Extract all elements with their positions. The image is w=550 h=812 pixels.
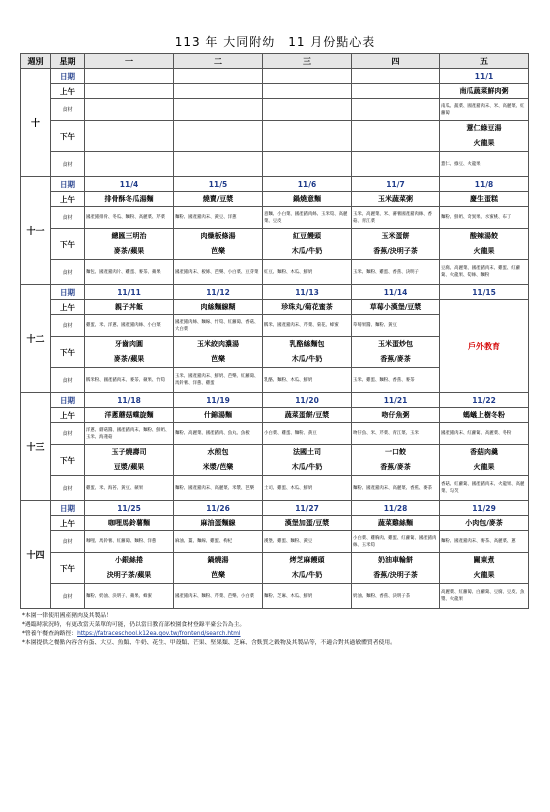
- row-label-ingredients: 食材: [51, 476, 85, 501]
- pm-dish: 水煎包 米漿/芭樂: [174, 445, 263, 476]
- am-ingredients: 國產豬排骨、冬瓜、麵粉、高麗菜、芹菜: [85, 207, 174, 229]
- am-ingredients-row: [21, 99, 529, 121]
- am-dish: 蔬菜蛋餅/豆漿: [263, 408, 352, 423]
- header-week: 週別: [21, 54, 51, 69]
- am-dish: 漢堡加蛋/豆漿: [263, 516, 352, 531]
- pm-ingredients: 麵粉、芝麻、木瓜、鮮奶: [263, 584, 352, 609]
- am-ingredients: [263, 99, 352, 121]
- am-ingredients: 小白菜、雞蛋、麵粉、黃豆: [263, 423, 352, 445]
- pm-dish: 烤芝麻饅頭 木瓜/牛奶: [263, 553, 352, 584]
- week-number: 十四: [21, 501, 51, 609]
- outdoor-education: 戶外教育: [440, 300, 529, 393]
- am-dish: [85, 84, 174, 99]
- date-cell: [85, 69, 174, 84]
- pm-ingredients: 國產豬肉末、板條、芭樂、小白菜、豆芽菜: [174, 260, 263, 285]
- snack-menu-table: [20, 53, 529, 609]
- pm-ingredients: 糯米粉、國產豬肉末、麥茶、蘋果、竹筍: [85, 368, 174, 393]
- week-number: 十一: [21, 177, 51, 285]
- am-dish: 排骨酥冬瓜湯麵: [85, 192, 174, 207]
- pm-ingredients: 麵包、國產豬肉片、雞蛋、麥茶、蘋果: [85, 260, 174, 285]
- pm-ingredients: 玉米、國產豬肉末、鮮奶、芭樂、紅蘿蔔、馬鈴薯、洋蔥、雞蛋: [174, 368, 263, 393]
- row-label-ingredients: 食材: [51, 99, 85, 121]
- am-ingredients-row: [21, 423, 529, 445]
- week-number: 十: [21, 69, 51, 177]
- date-cell: 11/18: [85, 393, 174, 408]
- pm-ingredients: 雞蛋、米、海苔、黃豆、蘋果: [85, 476, 174, 501]
- am-dish: [263, 84, 352, 99]
- week-date-row: [21, 285, 529, 300]
- am-ingredients-row: [21, 531, 529, 553]
- date-cell: 11/19: [174, 393, 263, 408]
- am-dish: [174, 84, 263, 99]
- pm-dish: 玉米蛋炒包 香蕉/麥茶: [352, 337, 440, 368]
- pm-ingredients-row: [21, 476, 529, 501]
- pm-dish: [352, 121, 440, 152]
- am-dish: 珍珠丸/菊花蜜茶: [263, 300, 352, 315]
- pm-ingredients-row: [21, 584, 529, 609]
- am-dish: 草莓小漢堡/豆漿: [352, 300, 440, 315]
- note-change: *遇臨時狀況時，有更改當天菜單的可能，仍以當日教育部校園食材登錄平臺公告為主。: [22, 622, 246, 628]
- am-ingredients: 南瓜、蔬菜、國產豬肉末、米、高麗菜、紅蘿蔔: [440, 99, 529, 121]
- pm-ingredients: 乳酪、麵粉、木瓜、鮮奶: [263, 368, 352, 393]
- date-cell: 11/4: [85, 177, 174, 192]
- row-label-date: 日期: [51, 69, 85, 84]
- pm-ingredients: 玉米、麵粉、雞蛋、香蕉、決明子: [352, 260, 440, 285]
- pm-dish: 牙齒肉圓 麥茶/蘋果: [85, 337, 174, 368]
- am-dish: 慶生蛋糕: [440, 192, 529, 207]
- pm-ingredients: 麵粉、國產豬肉末、高麗菜、米漿、芭樂: [174, 476, 263, 501]
- am-row: [21, 516, 529, 531]
- pm-dish: 總匯三明治 麥茶/蘋果: [85, 229, 174, 260]
- header-day: 星期: [51, 54, 85, 69]
- row-label-ingredients: 食材: [51, 584, 85, 609]
- date-cell: 11/26: [174, 501, 263, 516]
- pm-dish: [85, 121, 174, 152]
- pm-dish: [263, 121, 352, 152]
- pm-ingredients: 玉米、雞蛋、麵粉、香蕉、麥茶: [352, 368, 440, 393]
- am-ingredients: 洋蔥、蘑菇醬、國產豬肉末、麵粉、鮮奶、玉米、海蓮菇: [85, 423, 174, 445]
- pm-dish: 香菇肉羹 火龍果: [440, 445, 529, 476]
- pm-ingredients: [85, 152, 174, 177]
- am-dish: 小肉包/麥茶: [440, 516, 529, 531]
- pm-dish: 玉子燒壽司 豆漿/蘋果: [85, 445, 174, 476]
- am-ingredients: 麵粉、國產豬肉末、黃豆、洋蔥: [174, 207, 263, 229]
- am-dish: 玉米蔬菜粥: [352, 192, 440, 207]
- pm-ingredients-row: [21, 152, 529, 177]
- pm-dish: 酸辣湯餃 火龍果: [440, 229, 529, 260]
- header-thu: 四: [352, 54, 440, 69]
- pm-ingredients: [263, 152, 352, 177]
- am-dish: [352, 84, 440, 99]
- row-label-ingredients: 食材: [51, 531, 85, 553]
- row-label-pm: 下午: [51, 229, 85, 260]
- pm-ingredients-row: [21, 260, 529, 285]
- pm-ingredients: 紅豆、麵粉、木瓜、鮮奶: [263, 260, 352, 285]
- am-ingredients: 國產豬肉絲、麵線、竹筍、紅蘿蔔、香菇、大白菜: [174, 315, 263, 337]
- row-label-am: 上午: [51, 192, 85, 207]
- pm-ingredients: 奶油、麵粉、香蕉、決明子茶: [352, 584, 440, 609]
- date-cell: 11/1: [440, 69, 529, 84]
- lookup-link[interactable]: https://fatraceschool.k12ea.gov.tw/frontend/search.html: [77, 631, 241, 637]
- am-dish: 親子丼飯: [85, 300, 174, 315]
- row-label-date: 日期: [51, 285, 85, 300]
- row-label-pm: 下午: [51, 337, 85, 368]
- date-cell: 11/27: [263, 501, 352, 516]
- row-label-pm: 下午: [51, 553, 85, 584]
- week-number: 十二: [21, 285, 51, 393]
- row-label-ingredients: 食材: [51, 207, 85, 229]
- am-dish: 螞蟻上樹冬粉: [440, 408, 529, 423]
- date-cell: 11/20: [263, 393, 352, 408]
- row-label-pm: 下午: [51, 121, 85, 152]
- note-pork: *本園一律使用國產豬肉及其製品！: [22, 613, 112, 619]
- row-label-ingredients: 食材: [51, 260, 85, 285]
- am-ingredients: 玉米、高麗菜、米、蕃薯國產豬肉絲、香菇、青江菜: [352, 207, 440, 229]
- pm-ingredients: 麵粉、國產豬肉末、高麗菜、香蕉、麥茶: [352, 476, 440, 501]
- date-cell: [174, 69, 263, 84]
- am-dish: 蔬菜雞絲麵: [352, 516, 440, 531]
- row-label-ingredients: 食材: [51, 423, 85, 445]
- note-allergen: *本園提供之餐點內容含有蛋、大豆、魚類、牛奶、花生、甲殼類、芒果、堅果類、芝麻、含麩質之穀物及其製品等，不適合對其過敏體質者使用。: [22, 640, 396, 646]
- date-cell: 11/29: [440, 501, 529, 516]
- am-ingredients: 吻仔魚、米、芹菜、青江菜、玉米: [352, 423, 440, 445]
- am-dish: 鍋燒意麵: [263, 192, 352, 207]
- week-date-row: [21, 501, 529, 516]
- pm-ingredients: 國產豬肉末、麵粉、芹菜、芭樂、小白菜: [174, 584, 263, 609]
- date-cell: 11/5: [174, 177, 263, 192]
- week-date-row: [21, 393, 529, 408]
- pm-ingredients: 薏仁、綠豆、火龍果: [440, 152, 529, 177]
- notes: [22, 612, 532, 648]
- am-row: [21, 408, 529, 423]
- pm-row: [21, 229, 529, 260]
- pm-dish: 紅豆饅頭 木瓜/牛奶: [263, 229, 352, 260]
- pm-dish: 乳酪絲麵包 木瓜/牛奶: [263, 337, 352, 368]
- date-cell: 11/21: [352, 393, 440, 408]
- am-ingredients: 國產豬肉末、紅蘿蔔、高麗菜、冬粉: [440, 423, 529, 445]
- pm-dish: 一口餃 香蕉/麥茶: [352, 445, 440, 476]
- date-cell: 11/6: [263, 177, 352, 192]
- week-date-row: [21, 177, 529, 192]
- am-dish: 咖哩馬鈴薯麵: [85, 516, 174, 531]
- pm-ingredients: [352, 152, 440, 177]
- pm-ingredients: 高麗菜、紅蘿蔔、白蘿蔔、豆腐、豆皮、魚漿、火龍果: [440, 584, 529, 609]
- pm-ingredients: 土司、雞蛋、木瓜、鮮奶: [263, 476, 352, 501]
- pm-row: [21, 121, 529, 152]
- row-label-am: 上午: [51, 408, 85, 423]
- pm-dish: 玉米絞肉濃湯 芭樂: [174, 337, 263, 368]
- am-ingredients: 雞蛋、米、洋蔥、國產豬肉絲、小白菜: [85, 315, 174, 337]
- am-row: [21, 84, 529, 99]
- pm-ingredients: 豆腐、高麗菜、國產豬肉末、雞蛋、紅蘿蔔、火龍果、筍絲、麵粉: [440, 260, 529, 285]
- am-ingredients: 草莓果醬、麵粉、黃豆: [352, 315, 440, 337]
- am-ingredients-row: [21, 207, 529, 229]
- date-cell: 11/25: [85, 501, 174, 516]
- am-ingredients: 麻油、薑、麵線、雞蛋、枸杞: [174, 531, 263, 553]
- date-cell: 11/15: [440, 285, 529, 300]
- pm-dish: [174, 121, 263, 152]
- week-date-row: [21, 69, 529, 84]
- am-ingredients: 咖哩、馬鈴薯、紅蘿蔔、麵粉、洋蔥: [85, 531, 174, 553]
- row-label-ingredients: 食材: [51, 152, 85, 177]
- header-wed: 三: [263, 54, 352, 69]
- header-fri: 五: [440, 54, 529, 69]
- date-cell: 11/11: [85, 285, 174, 300]
- am-ingredients: 麵粉、高麗菜、國產豬肉、魚丸、魚板: [174, 423, 263, 445]
- pm-ingredients: 麵粉、奶油、決明子、蘋果、蜂蜜: [85, 584, 174, 609]
- am-ingredients: [85, 99, 174, 121]
- table-header-row: [21, 54, 529, 69]
- row-label-ingredients: 食材: [51, 315, 85, 337]
- date-cell: 11/7: [352, 177, 440, 192]
- date-cell: [263, 69, 352, 84]
- am-row: [21, 192, 529, 207]
- page-title: 113 年 大同附幼 11 月份點心表: [174, 35, 376, 49]
- row-label-date: 日期: [51, 177, 85, 192]
- am-dish: 洋蔥蘑菇蝶旋麵: [85, 408, 174, 423]
- am-row: [21, 300, 529, 315]
- date-cell: 11/22: [440, 393, 529, 408]
- week-number: 十三: [21, 393, 51, 501]
- am-dish: 燒賣/豆漿: [174, 192, 263, 207]
- date-cell: [352, 69, 440, 84]
- row-label-am: 上午: [51, 84, 85, 99]
- am-dish: 麻油蛋麵線: [174, 516, 263, 531]
- pm-dish: 薏仁綠豆湯 火龍果: [440, 121, 529, 152]
- am-ingredients: 糯米、國產豬肉末、芹菜、菊花、蜂蜜: [263, 315, 352, 337]
- pm-dish: 奶油車輪餅 香蕉/決明子茶: [352, 553, 440, 584]
- row-label-pm: 下午: [51, 445, 85, 476]
- pm-row: [21, 553, 529, 584]
- am-dish: 什錦湯麵: [174, 408, 263, 423]
- row-label-ingredients: 食材: [51, 368, 85, 393]
- am-dish: 肉絲麵線糊: [174, 300, 263, 315]
- row-label-date: 日期: [51, 393, 85, 408]
- row-label-am: 上午: [51, 516, 85, 531]
- pm-dish: 玉米蛋餅 香蕉/決明子茶: [352, 229, 440, 260]
- pm-ingredients: [174, 152, 263, 177]
- am-ingredients: [174, 99, 263, 121]
- date-cell: 11/13: [263, 285, 352, 300]
- pm-row: [21, 445, 529, 476]
- pm-dish: 小銀絲捲 決明子茶/蘋果: [85, 553, 174, 584]
- pm-dish: 關東煮 火龍果: [440, 553, 529, 584]
- note-lookup: *營養午餐查詢路徑：https://fatraceschool.k12ea.gov.tw/frontend/search.html: [22, 631, 241, 637]
- row-label-date: 日期: [51, 501, 85, 516]
- date-cell: 11/12: [174, 285, 263, 300]
- row-label-am: 上午: [51, 300, 85, 315]
- date-cell: 11/14: [352, 285, 440, 300]
- pm-dish: 鍋燒湯 芭樂: [174, 553, 263, 584]
- pm-ingredients: 香菇、紅蘿蔔、國產豬肉末、火龍果、高麗菜、勾芡: [440, 476, 529, 501]
- am-ingredients: 小白菜、雞胸肉、雞蛋、紅蘿蔔、國產豬肉絲、玉米筍: [352, 531, 440, 553]
- pm-dish: 法國土司 木瓜/牛奶: [263, 445, 352, 476]
- am-ingredients: 漢堡、雞蛋、麵粉、黃豆: [263, 531, 352, 553]
- header-tue: 二: [174, 54, 263, 69]
- header-mon: 一: [85, 54, 174, 69]
- am-ingredients: 意麵、小白菜、國產豬肉絲、玉米筍、高麗菜、豆皮: [263, 207, 352, 229]
- am-ingredients: [352, 99, 440, 121]
- am-ingredients: 麵粉、鮮奶、奇異果、水蜜桃、布丁: [440, 207, 529, 229]
- am-dish: 吻仔魚粥: [352, 408, 440, 423]
- pm-dish: 肉燥板條湯 芭樂: [174, 229, 263, 260]
- am-dish: 南瓜蔬菜鮮肉粥: [440, 84, 529, 99]
- date-cell: 11/28: [352, 501, 440, 516]
- am-ingredients: 麵粉、國產豬肉末、麥茶、高麗菜、蔥: [440, 531, 529, 553]
- date-cell: 11/8: [440, 177, 529, 192]
